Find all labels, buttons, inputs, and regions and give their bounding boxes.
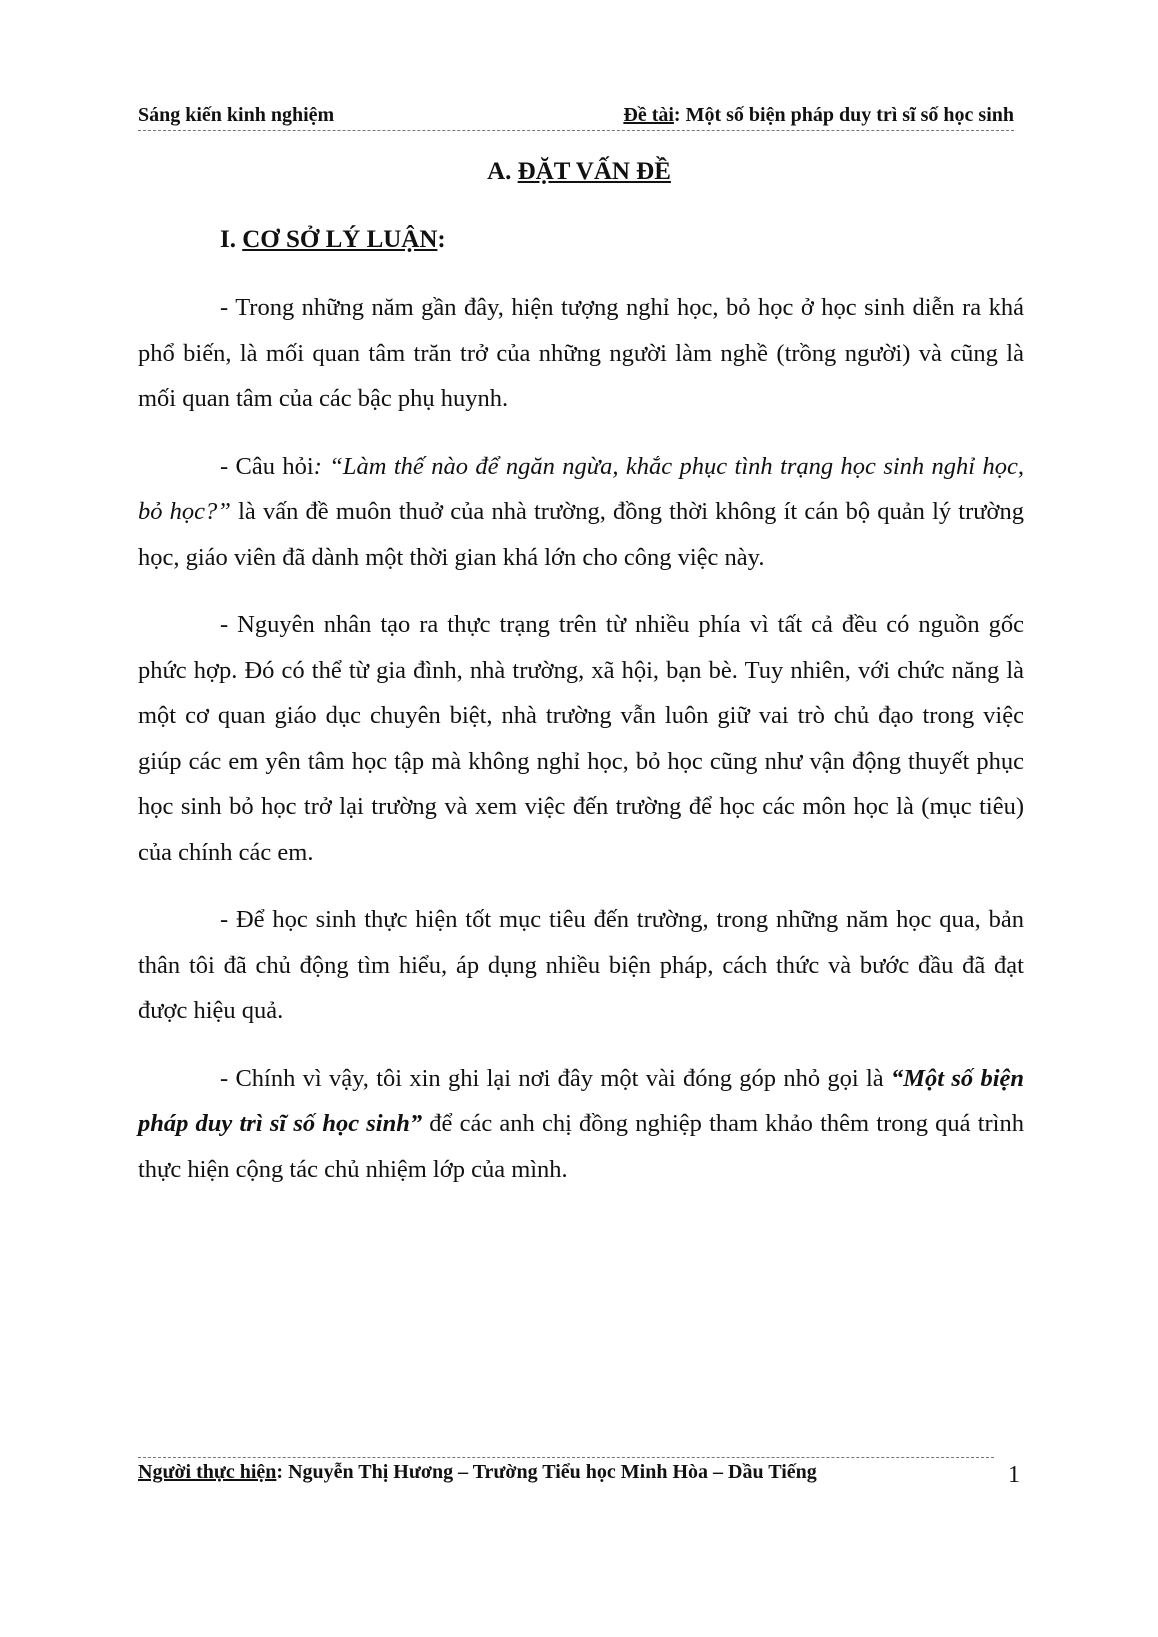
header-topic-text: : Một số biện pháp duy trì sĩ số học sinh [673,104,1014,126]
paragraph-4: - Để học sinh thực hiện tốt mục tiêu đến trường, trong những năm học qua, bản thân tôi đã chủ động tìm hiểu, áp dụng nhiều biện pháp, cách thức và bước đầu đã đạt được hiệu quả. [138,906,1024,1024]
section-heading [220,226,446,254]
paragraph-5-start: - Chính vì vậy, tôi xin ghi lại nơi đây một vài đóng góp nhỏ gọi là [220,1064,891,1092]
paragraph-5 [138,1056,1024,1193]
paragraph-2-start: - Câu hỏi [220,452,314,480]
section-text: CƠ SỞ LÝ LUẬN [242,226,438,253]
section-prefix: I. [220,226,243,253]
paragraph-2-end: là vấn đề muôn thuở của nhà trường, đồng thời không ít cán bộ quản lý trường học, giáo viên đã dành một thời gian khá lớn cho công việc này. [138,498,1025,571]
footer-label: Người thực hiện [138,1461,277,1483]
paragraph-5-topic: “Một số biện pháp duy trì sĩ số học sinh” [138,1064,1024,1137]
paragraph-1: - Trong những năm gần đây, hiện tượng nghỉ học, bỏ học ở học sinh diễn ra khá phổ biến, là mối quan tâm trăn trở của những người làm nghề (trồng người) và cũng là mối quan tâm của các bậc phụ huynh. [138,294,1024,412]
paragraph-5-end: để các anh chị đồng nghiệp tham khảo thêm trong quá trình thực hiện cộng tác chủ nhiệm lớp của mình. [138,1110,1024,1183]
chapter-text: ĐẶT VẤN ĐỀ [517,158,671,185]
section-suffix: : [437,226,446,253]
page-number: 1 [1008,1462,1020,1488]
header-topic-label: Đề tài [623,104,674,126]
chapter-prefix: A. [487,158,518,185]
body-text [138,285,1024,1214]
page-footer [138,1461,817,1484]
header-right [623,104,1014,127]
paragraph-3: - Nguyên nhân tạo ra thực trạng trên từ nhiều phía vì tất cả đều có nguồn gốc phức hợp. Đó có thể từ gia đình, nhà trường, xã hội, bạn bè. Tuy nhiên, với chức năng là một cơ quan giáo dục chuyên biệt, nhà trường vẫn luôn giữ vai trò chủ đạo trong việc giúp các em yên tâm học tập mà không nghỉ học, bỏ học cũng như vận động thuyết phục học sinh bỏ học trở lại trường và xem việc đến trường để học các môn học là (mục tiêu) của chính các em. [138,611,1024,866]
paragraph-2-question: : “Làm thế nào để ngăn ngừa, khắc phục tình trạng học sinh nghỉ học, bỏ học?” [138,452,1025,525]
page-header [138,100,1014,131]
paragraph-2 [138,444,1024,581]
footer-text: : Nguyễn Thị Hương – Trường Tiểu học Minh Hòa – Dầu Tiếng [276,1461,817,1483]
chapter-title [0,158,1158,186]
header-left: Sáng kiến kinh nghiệm [138,104,335,126]
footer-divider [138,1457,994,1458]
